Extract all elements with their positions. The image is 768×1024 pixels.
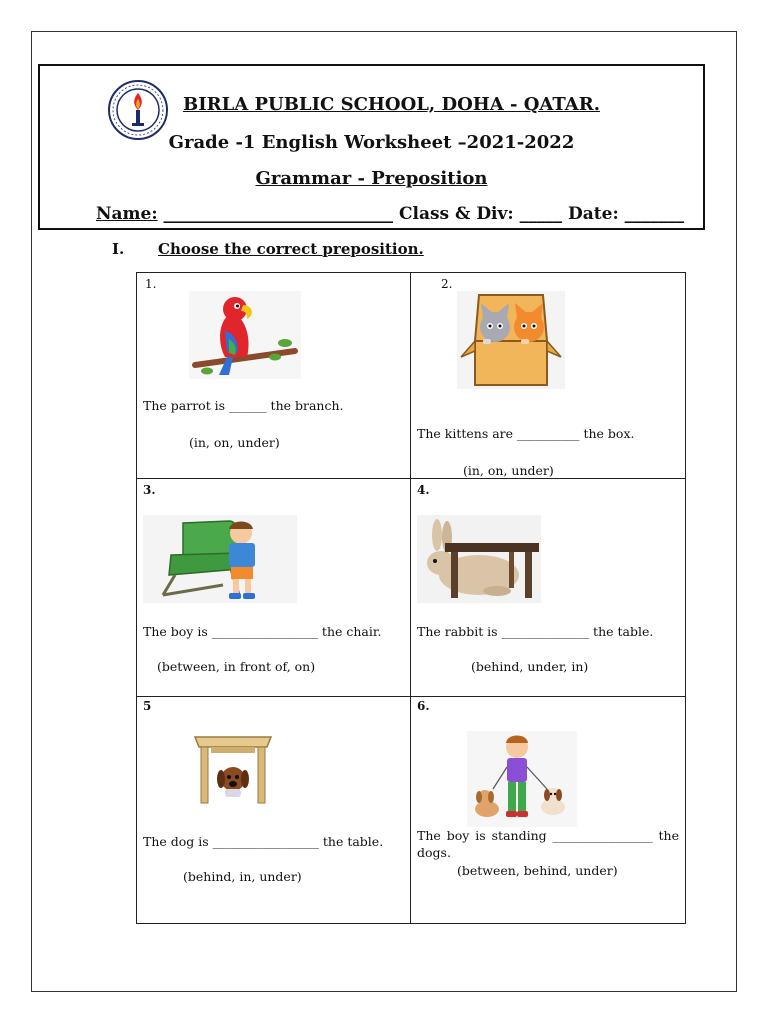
question-number: 1.: [145, 277, 157, 291]
question-sentence: The rabbit is ______________ the table.: [417, 624, 654, 639]
boy-and-chair-icon: [143, 515, 297, 603]
answer-options: (behind, under, in): [471, 659, 589, 674]
question-sentence: The kittens are __________ the box.: [417, 426, 635, 441]
question-cell: [137, 479, 411, 697]
question-sentence: The boy is standing ________________ the dogs.: [417, 828, 679, 860]
dog-under-table-icon: [193, 727, 273, 807]
question-number: 6.: [417, 699, 430, 713]
answer-options: (in, on, under): [189, 435, 280, 450]
question-number: 4.: [417, 483, 430, 497]
question-cell: [137, 697, 411, 923]
answer-options: (behind, in, under): [183, 869, 302, 884]
question-number: 5: [143, 699, 152, 713]
name-label: Name:: [96, 204, 158, 224]
parrot-on-branch-icon: [189, 291, 301, 379]
section-instruction: Choose the correct preposition.: [158, 240, 424, 258]
question-sentence: The parrot is ______ the branch.: [143, 398, 344, 413]
grade-line: Grade -1 English Worksheet –2021-2022: [168, 132, 575, 153]
date-blank[interactable]: _______: [618, 204, 685, 224]
question-grid: [136, 272, 686, 924]
topic-title: Grammar - Preposition: [255, 168, 488, 189]
question-sentence: The dog is _________________ the table.: [143, 834, 384, 849]
class-label: Class & Div:: [398, 204, 514, 224]
question-cell: [411, 697, 685, 923]
section-heading: [112, 240, 424, 258]
rabbit-and-table-icon: [417, 515, 541, 603]
question-number: 3.: [143, 483, 156, 497]
student-info-line: [96, 204, 684, 224]
question-number: 2.: [441, 277, 453, 291]
answer-options: (between, in front of, on): [157, 659, 316, 674]
date-label: Date:: [568, 204, 619, 224]
answer-options: (between, behind, under): [457, 863, 618, 878]
class-blank[interactable]: _____: [513, 204, 569, 224]
worksheet-header: [38, 64, 705, 230]
boy-between-dogs-icon: [467, 731, 577, 827]
name-blank[interactable]: ___________________________: [157, 204, 399, 224]
school-name: BIRLA PUBLIC SCHOOL, DOHA - QATAR.: [182, 94, 600, 115]
answer-options: (in, on, under): [463, 463, 554, 478]
question-cell: [137, 273, 411, 479]
section-number: I.: [112, 240, 125, 258]
question-cell: [411, 479, 685, 697]
kittens-in-box-icon: [457, 291, 565, 389]
question-cell: [411, 273, 685, 479]
question-sentence: The boy is _________________ the chair.: [143, 624, 382, 639]
